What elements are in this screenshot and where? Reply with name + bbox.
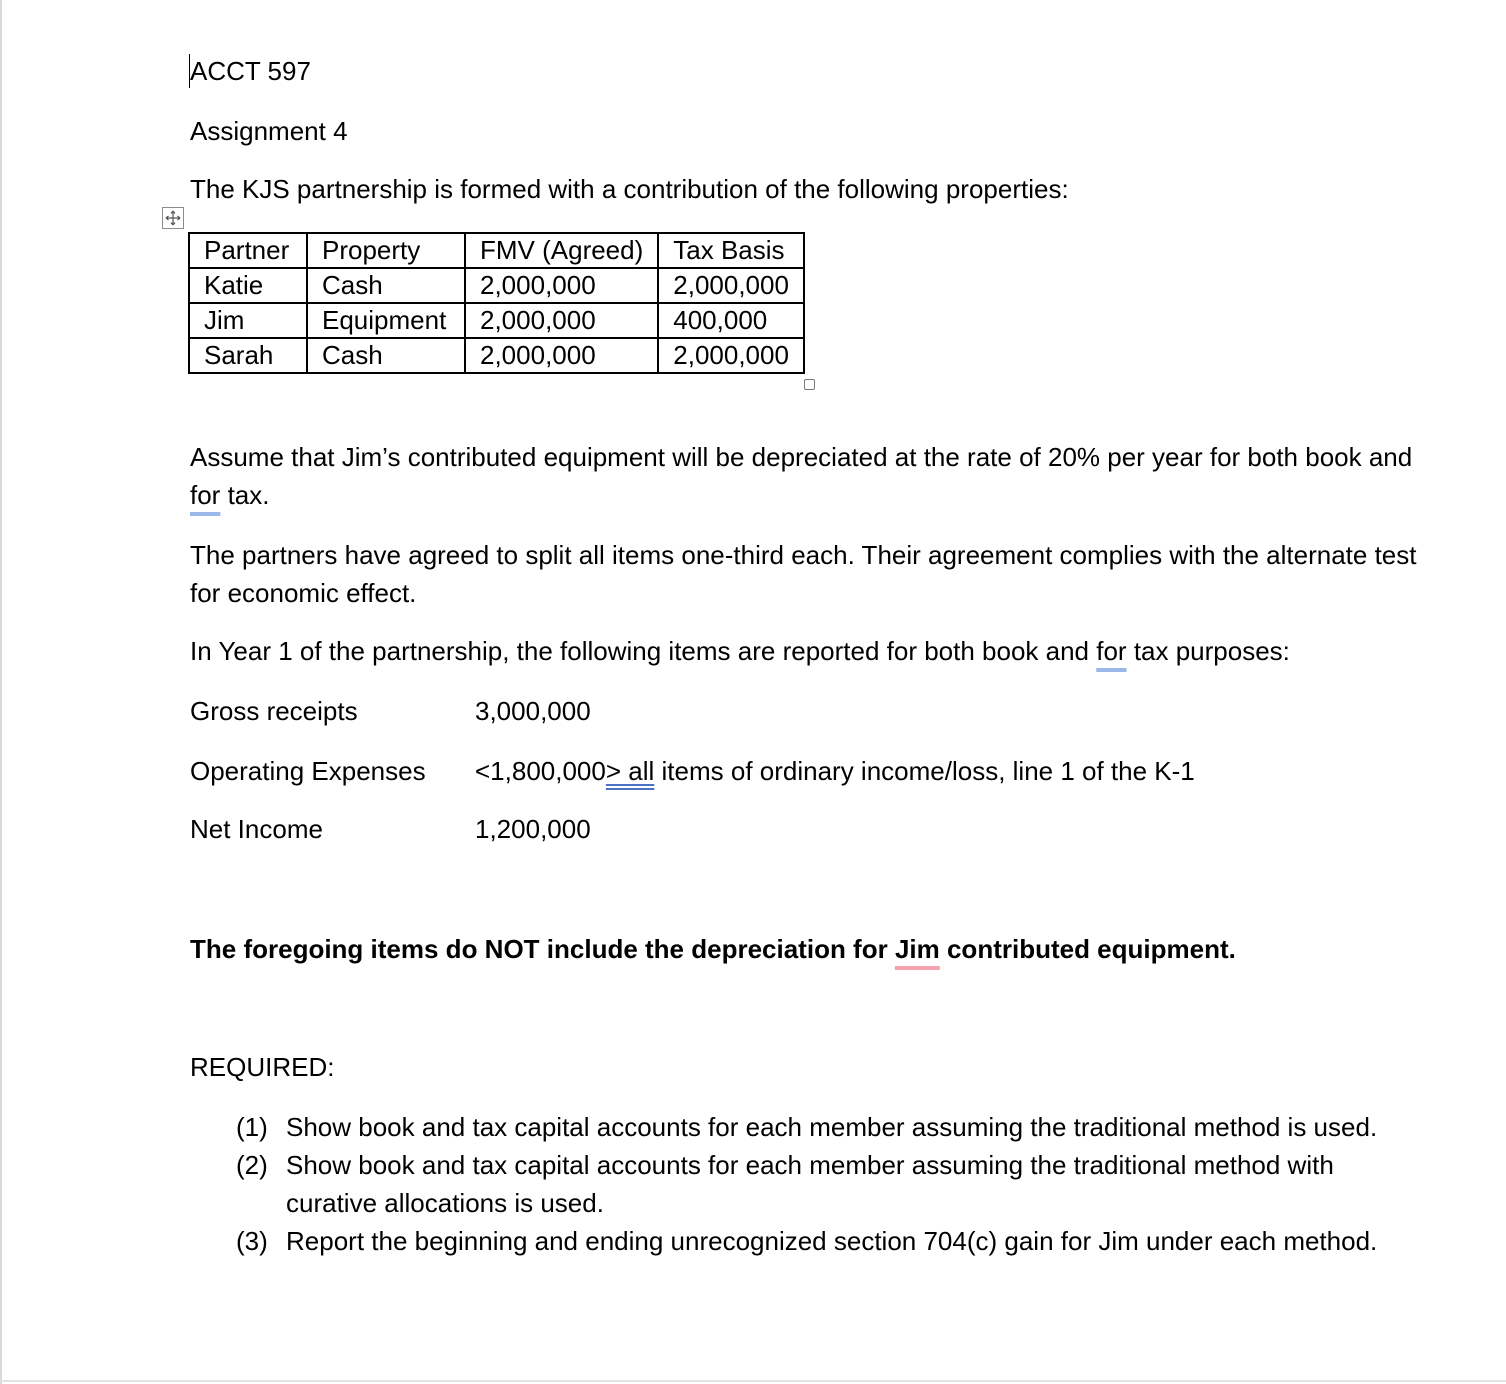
course-title: ACCT 597: [190, 56, 311, 86]
move-arrows-icon: [165, 210, 181, 226]
net-income-label: Net Income: [190, 814, 323, 844]
list-item: [236, 1108, 1426, 1146]
spelling-flag-word[interactable]: Jim: [894, 934, 940, 964]
grammar-flag-word[interactable]: for: [1096, 636, 1127, 666]
grammar-flag-phrase[interactable]: > all: [605, 756, 655, 786]
table-move-icon[interactable]: [162, 207, 184, 229]
cell-partner: Jim: [189, 303, 307, 338]
list-item: [236, 1146, 1426, 1222]
operating-expenses-value: [475, 752, 1195, 790]
gross-receipts-value: 3,000,000: [475, 696, 591, 726]
opex-amount: <1,800,000: [475, 756, 606, 786]
header-fmv: FMV (Agreed): [465, 233, 658, 268]
list-item: [236, 1222, 1426, 1260]
page-edge-left: [0, 0, 2, 1384]
header-partner: Partner: [189, 233, 307, 268]
list-number: (3): [236, 1226, 268, 1256]
cell-partner: Sarah: [189, 338, 307, 373]
header-property: Property: [307, 233, 465, 268]
cell-fmv: 2,000,000: [465, 268, 658, 303]
assignment-title: Assignment 4: [190, 116, 348, 146]
table-row: [189, 338, 804, 373]
table-row: [189, 268, 804, 303]
list-text: Show book and tax capital accounts for each member assuming the traditional method is used.: [286, 1112, 1378, 1142]
year1-text: In Year 1 of the partnership, the following items are reported for both book and: [190, 636, 1097, 666]
depreciation-text-end: tax.: [220, 480, 270, 510]
year1-text-end: tax purposes:: [1126, 636, 1290, 666]
table-resize-handle[interactable]: [804, 379, 815, 390]
operating-expenses-label: Operating Expenses: [190, 756, 426, 786]
table-header-row: [189, 233, 804, 268]
allocation-paragraph: The partners have agreed to split all items one-third each. Their agreement complies with the alternate test for economic effect.: [190, 540, 1417, 608]
intro-text: The KJS partnership is formed with a contribution of the following properties:: [190, 174, 1069, 204]
list-text: Show book and tax capital accounts for each member assuming the traditional method with curative allocations is used.: [286, 1150, 1334, 1218]
net-income-value: 1,200,000: [475, 814, 591, 844]
year1-paragraph: [190, 632, 1420, 670]
gross-receipts-label: Gross receipts: [190, 696, 358, 726]
cell-property: Cash: [307, 338, 465, 373]
cell-tax-basis: 2,000,000: [658, 268, 804, 303]
list-text: Report the beginning and ending unrecognized section 704(c) gain for Jim under each method.: [286, 1226, 1378, 1256]
list-number: (2): [236, 1150, 268, 1180]
depreciation-note: The foregoing items do NOT include the depreciation for Jim contributed equipment.: [190, 934, 1236, 964]
grammar-flag-word[interactable]: for: [190, 480, 221, 510]
contribution-table[interactable]: [188, 232, 805, 374]
list-number: (1): [236, 1112, 268, 1142]
depreciation-text: Assume that Jim’s contributed equipment will be depreciated at the rate of 20% per year for both book and: [190, 442, 1413, 472]
header-tax-basis: Tax Basis: [658, 233, 804, 268]
cell-fmv: 2,000,000: [465, 338, 658, 373]
required-list: [236, 1108, 1426, 1260]
depreciation-paragraph: [190, 438, 1420, 514]
cell-tax-basis: 2,000,000: [658, 338, 804, 373]
page-edge-bottom: [0, 1380, 1506, 1382]
required-heading: REQUIRED:: [190, 1052, 335, 1082]
cell-fmv: 2,000,000: [465, 303, 658, 338]
cell-tax-basis: 400,000: [658, 303, 804, 338]
cell-property: Equipment: [307, 303, 465, 338]
cell-partner: Katie: [189, 268, 307, 303]
opex-note: items of ordinary income/loss, line 1 of the K-1: [654, 756, 1195, 786]
table-row: [189, 303, 804, 338]
cell-property: Cash: [307, 268, 465, 303]
